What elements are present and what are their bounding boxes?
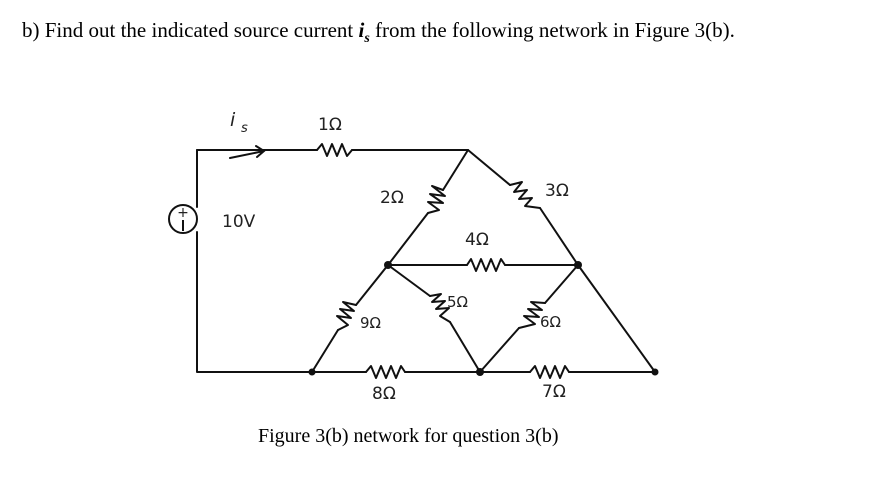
source-label: 10V: [222, 212, 256, 232]
figure-caption: Figure 3(b) network for question 3(b): [258, 425, 559, 447]
node-bottom-left: [309, 369, 316, 376]
resistor-2-label: 2Ω: [380, 188, 404, 208]
resistor-3-label: 3Ω: [545, 181, 569, 201]
node-bottom-middle: [476, 368, 484, 376]
question-prefix: b) Find out the indicated source current: [22, 18, 359, 42]
resistor-1-zigzag: [317, 144, 352, 156]
resistor-8-zigzag: [366, 366, 405, 378]
wire-right-outer: [578, 265, 655, 372]
current-arrow-icon: [230, 146, 264, 158]
voltage-source: [169, 205, 197, 233]
current-label: i: [230, 109, 236, 131]
resistor-1-label: 1Ω: [318, 115, 342, 135]
current-symbol: i: [358, 18, 365, 42]
source-polarity: +: [177, 205, 189, 221]
question-suffix: from the following network in Figure 3(b).: [369, 18, 735, 42]
current-subscript: s: [364, 31, 370, 47]
resistor-2-zigzag: [428, 186, 445, 213]
resistor-4-label: 4Ω: [465, 230, 489, 250]
node-bottom-right: [652, 369, 659, 376]
resistor-9-label: 9Ω: [360, 314, 382, 332]
node-mid-left: [384, 261, 392, 269]
resistor-7-label: 7Ω: [542, 382, 566, 402]
resistor-9-zigzag: [337, 302, 356, 330]
resistor-4-zigzag: [467, 259, 505, 271]
resistor-8-label: 8Ω: [372, 384, 396, 404]
wire-left-vertical-lower: [197, 232, 312, 372]
resistor-7-zigzag: [530, 366, 569, 378]
resistor-5-label: 5Ω: [447, 293, 469, 311]
current-label-subscript: s: [241, 121, 248, 136]
resistor-3-zigzag: [510, 182, 540, 208]
wire-diag-5: [388, 265, 480, 372]
resistor-6-label: 6Ω: [540, 313, 562, 331]
node-mid-right: [574, 261, 582, 269]
